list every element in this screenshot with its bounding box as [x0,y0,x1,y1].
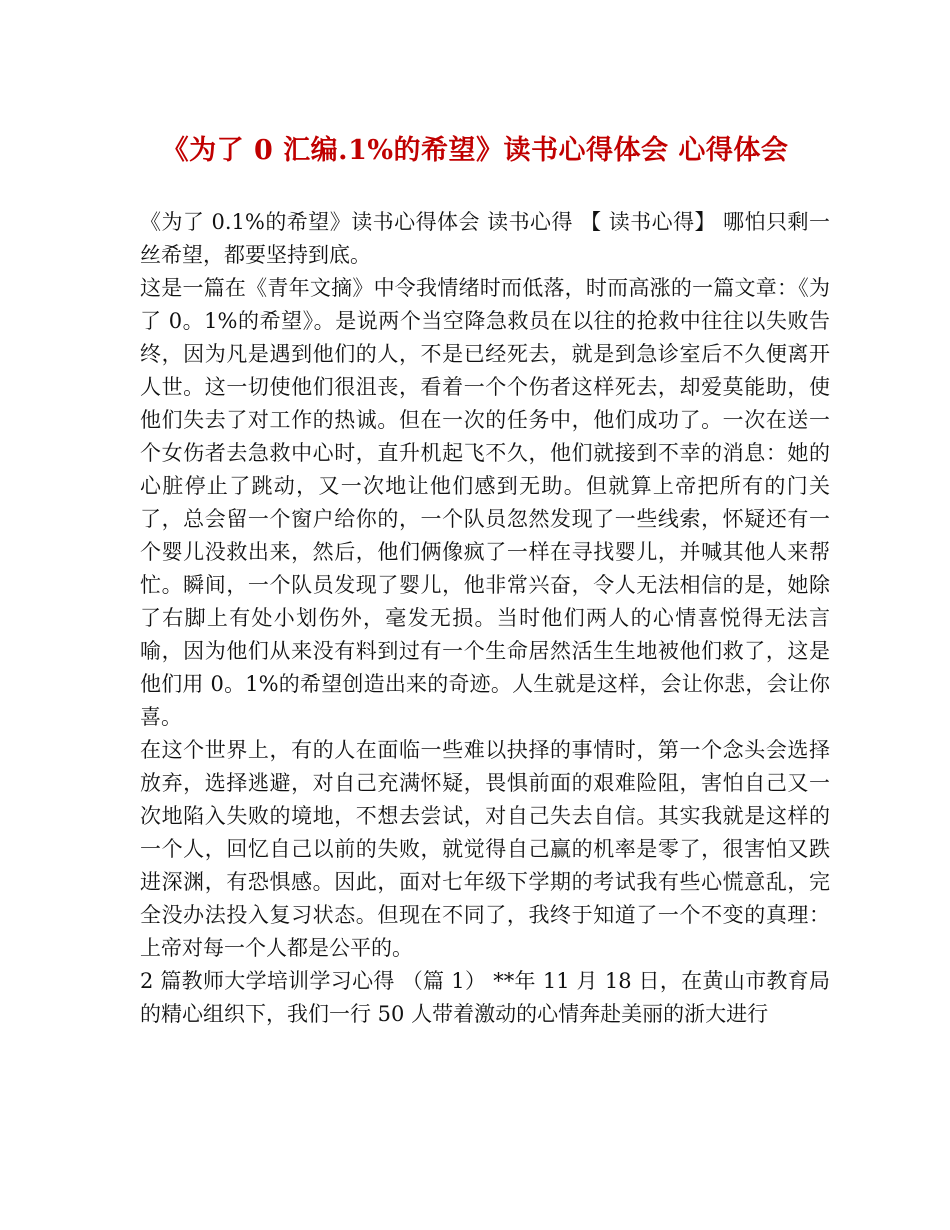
paragraph-reflection: 在这个世界上，有的人在面临一些难以抉择的事情时，第一个念头会选择放弃，选择逃避，对自己充满怀疑，畏惧前面的艰难险阻，害怕自己又一次地陷入失败的境地，不想去尝试，对自己失去自信。其实我就是这样的一个人，回忆自己以前的失败，就觉得自己赢的机率是零了，很害怕又跌进深渊，有恐惧感。因此，面对七年级下学期的考试我有些心慌意乱，完全没办法投入复习状态。但现在不同了，我终于知道了一个不变的真理：上帝对每一个人都是公平的。 [140,738,830,960]
paragraph-story: 这是一篇在《青年文摘》中令我情绪时而低落，时而高涨的一篇文章：《为了 0。1%的希望》。是说两个当空降急救员在以往的抢救中往往以失败告终，因为凡是遇到他们的人，不是已经死去，就是到急诊室后不久便离开人世。这一切使他们很沮丧，看着一个个伤者这样死去，却爱莫能助，使他们失去了对工作的热诚。但在一次的任务中，他们成功了。一次在送一个女伤者去急救中心时，直升机起飞不久，他们就接到不幸的消息：她的心脏停止了跳动，又一次地让他们感到无助。但就算上帝把所有的门关了，总会留一个窗户给你的，一个队员忽然发现了一些线索，怀疑还有一个婴儿没救出来，然后，他们俩像疯了一样在寻找婴儿，并喊其他人来帮忙。瞬间，一个队员发现了婴儿，他非常兴奋，令人无法相信的是，她除了右脚上有处小划伤外，毫发无损。当时他们两人的心情喜悦得无法言喻，因为他们从来没有料到过有一个生命居然活生生地被他们救了，这是他们用 0。1%的希望创造出来的奇迹。人生就是这样，会让你悲，会让你喜。 [140,276,830,729]
document-body [140,206,830,1031]
paragraph-intro: 《为了 0.1%的希望》读书心得体会 读书心得 【 读书心得】 哪怕只剩一丝希望，都要坚持到底。 [140,210,830,267]
paragraph-training: 2 篇教师大学培训学习心得 （篇 1） **年 11 月 18 日，在黄山市教育局的精心组织下，我们一行 50 人带着激动的心情奔赴美丽的浙大进行 [140,969,830,1026]
document-title: 《为了 0 汇编.1%的希望》读书心得体会 心得体会 [161,135,789,166]
